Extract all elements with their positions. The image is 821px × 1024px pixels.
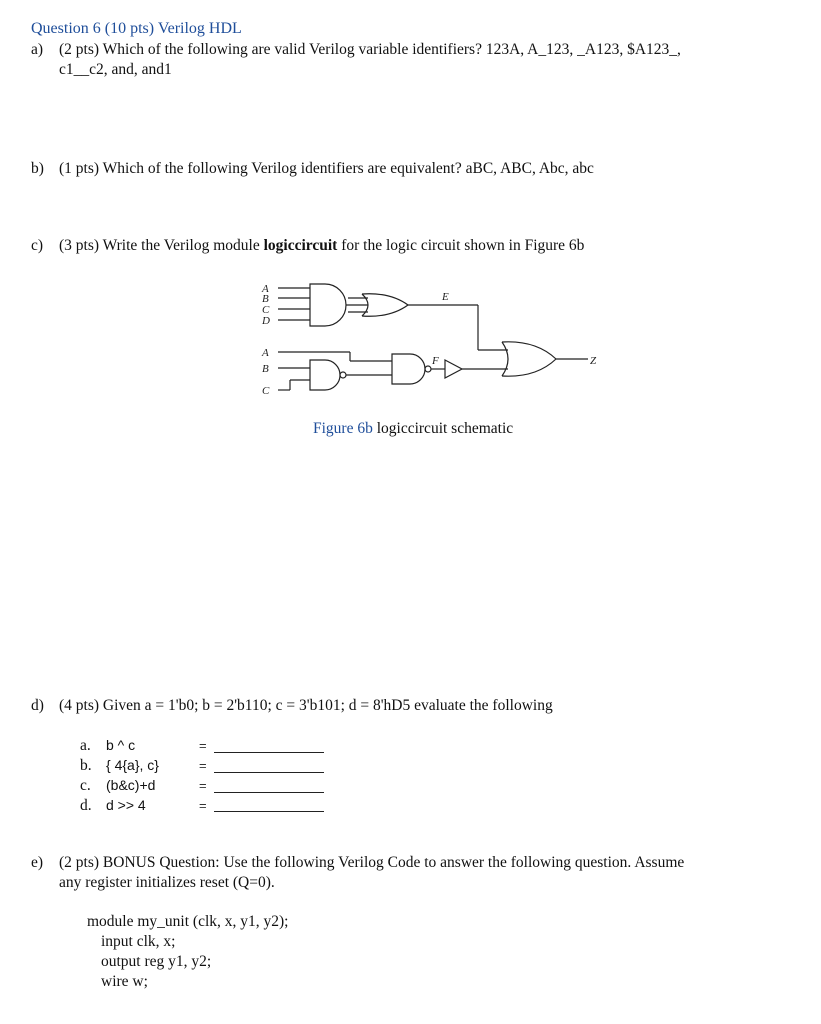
list-item: d. d >> 4 xyxy=(80,797,146,814)
part-a-line2: c1__c2, and, and1 xyxy=(59,61,172,78)
label-c1: C xyxy=(262,304,270,316)
part-a xyxy=(31,40,681,59)
code-line: wire w; xyxy=(101,973,148,990)
code-line: module my_unit (clk, x, y1, y2); xyxy=(87,913,289,930)
or-gate-final-body xyxy=(502,342,556,376)
nand-bubble-4 xyxy=(425,366,431,372)
label-a1: A xyxy=(262,283,269,295)
nand-bubble-3 xyxy=(340,372,346,378)
part-d-text: (4 pts) Given a = 1'b0; b = 2'b110; c = 3'b101; d = 8'hD5 evaluate the following xyxy=(59,697,553,714)
question-title: Question 6 (10 pts) Verilog HDL xyxy=(31,20,242,37)
part-c xyxy=(31,236,584,255)
part-d xyxy=(31,696,553,715)
part-e xyxy=(31,853,684,872)
part-c-label: c) xyxy=(31,237,44,254)
logic-circuit-schematic xyxy=(250,278,600,408)
answer-blank-a[interactable] xyxy=(214,752,324,753)
label-a2: A xyxy=(262,347,269,359)
part-d-label: d) xyxy=(31,697,44,714)
nand-gate-4 xyxy=(392,354,425,384)
part-c-text-after: for the logic circuit shown in Figure 6b xyxy=(337,237,585,254)
part-a-line1: (2 pts) Which of the following are valid Verilog variable identifiers? 123A, A_123, _A123, $A123_, xyxy=(59,41,681,58)
label-c2: C xyxy=(262,385,270,397)
part-a-label: a) xyxy=(31,41,44,58)
part-b xyxy=(31,159,594,178)
inverter-gate xyxy=(445,360,462,378)
part-e-line2: any register initializes reset (Q=0). xyxy=(59,874,275,891)
answer-blank-c[interactable] xyxy=(214,792,324,793)
label-f: F xyxy=(432,355,439,367)
list-item: c. (b&c)+d xyxy=(80,777,156,794)
or-gate-final-back xyxy=(502,342,508,376)
part-c-text-before: (3 pts) Write the Verilog module xyxy=(59,237,264,254)
code-line: output reg y1, y2; xyxy=(101,953,212,970)
label-b1: B xyxy=(262,293,269,305)
part-b-text: (1 pts) Which of the following Verilog identifiers are equivalent? aBC, ABC, Abc, abc xyxy=(59,160,594,177)
label-z: Z xyxy=(590,355,597,367)
and-gate-1 xyxy=(310,284,346,326)
label-e: E xyxy=(442,291,449,303)
figure-caption-suffix: logiccircuit schematic xyxy=(372,420,514,437)
label-b2: B xyxy=(262,363,269,375)
part-b-label: b) xyxy=(31,160,44,177)
list-item: a. b ^ c xyxy=(80,737,136,754)
or-gate-2-body xyxy=(362,294,408,317)
nand-gate-3 xyxy=(310,360,340,390)
part-e-label: e) xyxy=(31,854,44,871)
figure-caption xyxy=(313,420,513,438)
part-e-line1: (2 pts) BONUS Question: Use the following Verilog Code to answer the following question. Assume xyxy=(59,854,685,871)
label-d1: D xyxy=(262,315,270,327)
code-line: input clk, x; xyxy=(101,933,176,950)
answer-blank-d[interactable] xyxy=(214,811,324,812)
figure-caption-prefix: Figure 6b xyxy=(313,420,373,437)
answer-blank-b[interactable] xyxy=(214,772,324,773)
part-c-module-name: logiccircuit xyxy=(263,237,338,254)
list-item: b. { 4{a}, c} xyxy=(80,757,159,774)
